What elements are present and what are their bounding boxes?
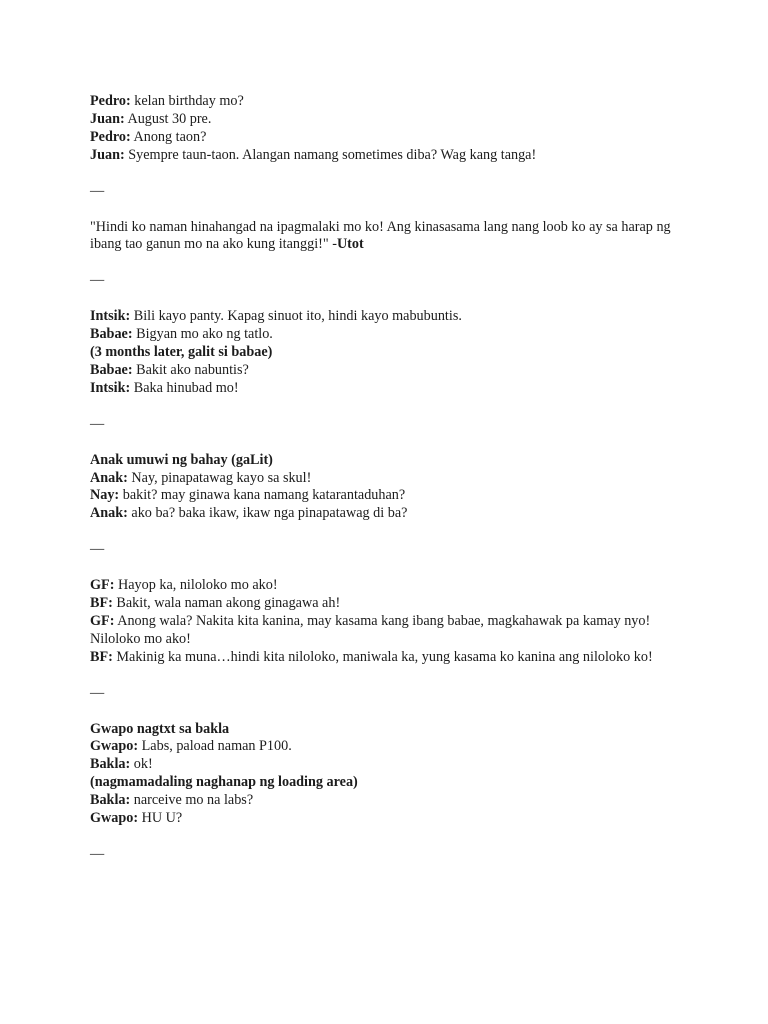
- dialogue-text: Labs, paload naman P100.: [141, 738, 292, 755]
- speaker-name: Anak:: [90, 505, 128, 522]
- dialogue-line: [90, 649, 680, 667]
- dialogue-line: [90, 129, 680, 147]
- scene-heading: (nagmamadaling naghanap ng loading area): [90, 774, 358, 791]
- dialogue-line: [90, 326, 680, 344]
- dialogue-text: Bigyan mo ako ng tatlo.: [136, 326, 273, 343]
- separator: —: [90, 541, 105, 558]
- dialogue-line: [90, 613, 680, 649]
- separator: —: [90, 415, 105, 432]
- dialogue-text: ok!: [133, 756, 153, 773]
- speaker-name: Juan:: [90, 146, 125, 163]
- speaker-name: GF:: [90, 577, 115, 594]
- speaker-name: Bakla:: [90, 792, 131, 809]
- dialogue-line: [90, 487, 680, 505]
- separator: —: [90, 684, 105, 701]
- dialogue-line: [90, 147, 680, 165]
- dialogue-text: Anong taon?: [133, 128, 207, 145]
- joke-block: [90, 452, 680, 524]
- speaker-name: Anak:: [90, 469, 128, 486]
- dialogue-text: Bili kayo panty. Kapag sinuot ito, hindi kayo mabubuntis.: [133, 308, 462, 325]
- dialogue-line: [90, 362, 680, 380]
- speaker-name: GF:: [90, 612, 115, 629]
- dialogue-text: Baka hinubad mo!: [133, 379, 239, 396]
- dialogue-line: [90, 93, 680, 111]
- document-page: [90, 93, 680, 864]
- joke-block: [90, 308, 680, 398]
- dialogue-text: Makinig ka muna…hindi kita niloloko, maniwala ka, yung kasama ko kanina ang niloloko ko!: [116, 648, 653, 665]
- dialogue-text: bakit? may ginawa kana namang katarantaduhan?: [122, 487, 406, 504]
- speaker-name: Pedro:: [90, 93, 131, 109]
- speaker-name: Babae:: [90, 326, 133, 343]
- dialogue-line: [90, 738, 680, 756]
- speaker-name: Bakla:: [90, 756, 131, 773]
- speaker-name: Babae:: [90, 361, 133, 378]
- dialogue-line: [90, 505, 680, 523]
- quote-author: Utot: [336, 236, 364, 253]
- joke-block: [90, 93, 680, 165]
- speaker-name: Juan:: [90, 110, 125, 127]
- dialogue-line: [90, 111, 680, 129]
- joke-block: [90, 721, 680, 828]
- speaker-name: Gwapo:: [90, 810, 139, 827]
- quote-text: "Hindi ko naman hinahangad na ipagmalaki mo ko! Ang kinasasama lang nang loob ko ay sa harap ng ibang tao ganun mo na ako kung itanggi!" -: [90, 218, 671, 253]
- dialogue-text: Nay, pinapatawag kayo sa skul!: [131, 469, 312, 486]
- dialogue-text: HU U?: [141, 810, 183, 827]
- dialogue-line: [90, 308, 680, 326]
- quote-text-line: [90, 219, 680, 255]
- dialogue-text: Bakit ako nabuntis?: [136, 361, 249, 378]
- dialogue-line: [90, 595, 680, 613]
- dialogue-line: [90, 380, 680, 398]
- dialogue-line: [90, 470, 680, 488]
- dialogue-text: Anong wala? Nakita kita kanina, may kasama kang ibang babae, magkahawak pa kamay nyo! Niloloko mo ako!: [90, 612, 651, 647]
- dialogue-text: Hayop ka, niloloko mo ako!: [117, 577, 278, 594]
- separator: —: [90, 846, 105, 863]
- dialogue-text: ako ba? baka ikaw, ikaw nga pinapatawag di ba?: [131, 505, 408, 522]
- quote-block: [90, 219, 680, 255]
- dialogue-line: [90, 577, 680, 595]
- speaker-name: Intsik:: [90, 308, 131, 325]
- speaker-name: BF:: [90, 595, 113, 612]
- scene-heading: (3 months later, galit si babae): [90, 344, 273, 361]
- dialogue-line: [90, 792, 680, 810]
- dialogue-line: [90, 810, 680, 828]
- dialogue-text: August 30 pre.: [127, 110, 212, 127]
- dialogue-text: Bakit, wala naman akong ginagawa ah!: [116, 595, 341, 612]
- joke-block: [90, 577, 680, 667]
- speaker-name: BF:: [90, 648, 113, 665]
- dialogue-text: narceive mo na labs?: [133, 792, 254, 809]
- speaker-name: Gwapo:: [90, 738, 139, 755]
- speaker-name: Nay:: [90, 487, 120, 504]
- scene-heading: Gwapo nagtxt sa bakla: [90, 720, 230, 737]
- dialogue-text: Syempre taun-taon. Alangan namang sometimes diba? Wag kang tanga!: [128, 146, 537, 163]
- dialogue-text: kelan birthday mo?: [134, 93, 244, 109]
- separator: —: [90, 182, 105, 199]
- speaker-name: Pedro:: [90, 128, 131, 145]
- dialogue-line: [90, 756, 680, 774]
- speaker-name: Intsik:: [90, 379, 131, 396]
- scene-heading: Anak umuwi ng bahay (gaLit): [90, 451, 273, 468]
- separator: —: [90, 272, 105, 289]
